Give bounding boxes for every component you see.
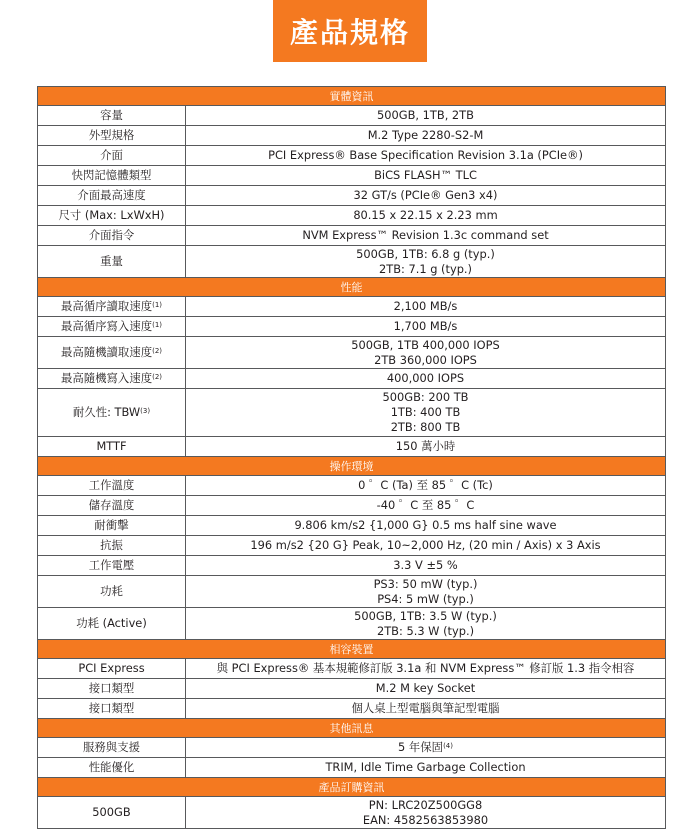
- spec-label: 最高循序寫入速度: [60, 319, 153, 333]
- spec-label: 尺寸 (Max: LxWxH): [58, 208, 165, 222]
- spec-label-cell: [38, 126, 186, 146]
- spec-value-cell: [186, 437, 666, 457]
- spec-label-cell: [38, 297, 186, 317]
- spec-row: [38, 556, 666, 576]
- spec-value-line: 500GB, 1TB: 3.5 W (typ.): [354, 608, 497, 623]
- spec-value-line: 1TB: 400 TB: [390, 405, 461, 419]
- spec-row: [38, 496, 666, 516]
- spec-row: [38, 797, 666, 829]
- spec-row: [38, 699, 666, 719]
- spec-value-line: EAN: 4582563853980: [362, 812, 489, 827]
- section-header: [38, 457, 666, 476]
- spec-value-line: TRIM, Idle Time Garbage Collection: [325, 760, 526, 774]
- spec-value-cell: [186, 476, 666, 496]
- spec-label-cell: [38, 369, 186, 389]
- spec-value-line: 500GB, 1TB, 2TB: [377, 108, 474, 122]
- spec-label-cell: [38, 699, 186, 719]
- spec-value-line: -40 ゜C 至 85 ゜C: [376, 498, 475, 512]
- footnote-marker: (1): [152, 321, 163, 329]
- spec-label-cell: [38, 679, 186, 699]
- spec-value-cell: [186, 389, 666, 437]
- spec-value-line: 3.3 V ±5 %: [393, 558, 458, 572]
- spec-value-line: 個人桌上型電腦與筆記型電腦: [351, 701, 500, 715]
- spec-row: [38, 389, 666, 437]
- spec-value-line: BiCS FLASH™ TLC: [374, 168, 477, 182]
- spec-label: 快閃記憶體類型: [71, 168, 152, 182]
- spec-row: [38, 246, 666, 278]
- spec-value-line: 1,700 MB/s: [393, 319, 458, 333]
- spec-value-line: 196 m/s2 {20 G} Peak, 10~2,000 Hz, (20 min / Axis) x 3 Axis: [250, 538, 601, 552]
- spec-row: [38, 337, 666, 369]
- spec-value-line: 500GB, 1TB 400,000 IOPS: [351, 337, 500, 352]
- spec-value-line: NVM Express™ Revision 1.3c command set: [302, 228, 549, 242]
- spec-row: [38, 206, 666, 226]
- spec-label: 接口類型: [88, 701, 135, 715]
- spec-value-cell: [186, 337, 666, 369]
- spec-row: [38, 146, 666, 166]
- spec-value-cell: [186, 556, 666, 576]
- title-banner: [0, 0, 700, 68]
- spec-label-cell: [38, 106, 186, 126]
- spec-label-cell: [38, 797, 186, 829]
- spec-value-cell: [186, 608, 666, 640]
- spec-value-cell: [186, 659, 666, 679]
- section-header: [38, 640, 666, 659]
- spec-label: 耐久性: TBW: [72, 405, 141, 419]
- spec-value-line: 2TB 360,000 IOPS: [374, 352, 477, 367]
- spec-row: [38, 516, 666, 536]
- spec-row: [38, 659, 666, 679]
- spec-label-cell: [38, 226, 186, 246]
- spec-label-cell: [38, 738, 186, 758]
- spec-row: [38, 297, 666, 317]
- spec-label: 服務與支援: [83, 740, 140, 754]
- spec-label: 耐衝擊: [94, 518, 129, 532]
- spec-label-cell: [38, 496, 186, 516]
- spec-label-cell: [38, 659, 186, 679]
- spec-row: [38, 476, 666, 496]
- spec-row: [38, 186, 666, 206]
- spec-label-cell: [38, 576, 186, 608]
- section-header: [38, 719, 666, 738]
- spec-value-cell: [186, 369, 666, 389]
- spec-value-cell: [186, 166, 666, 186]
- spec-label: 性能優化: [88, 760, 135, 774]
- section-heading: 性能: [38, 278, 666, 297]
- footnote-marker: (2): [152, 347, 163, 355]
- spec-label: 儲存溫度: [88, 498, 135, 512]
- spec-value-line: 2TB: 5.3 W (typ.): [376, 623, 475, 638]
- spec-label: 介面: [100, 148, 123, 162]
- spec-label: 功耗: [100, 584, 123, 598]
- spec-label: 工作電壓: [88, 558, 135, 572]
- spec-value-cell: [186, 536, 666, 556]
- spec-value-line: 與 PCI Express® 基本規範修訂版 3.1a 和 NVM Express™ 修訂版 1.3 指令相容: [216, 661, 635, 675]
- spec-row: [38, 369, 666, 389]
- spec-label-cell: [38, 317, 186, 337]
- spec-value-cell: [186, 126, 666, 146]
- spec-value-cell: [186, 246, 666, 278]
- spec-value-line: 2,100 MB/s: [393, 299, 458, 313]
- spec-label-cell: [38, 758, 186, 778]
- spec-value-line: PCI Express® Base Specification Revision 3.1a (PCIe®): [268, 148, 583, 162]
- spec-label: 500GB: [92, 805, 131, 819]
- spec-label: 介面指令: [88, 228, 135, 242]
- spec-label-cell: [38, 246, 186, 278]
- spec-row: [38, 738, 666, 758]
- spec-label-cell: [38, 556, 186, 576]
- spec-value-line: PN: LRC20Z500GG8: [368, 797, 483, 812]
- section-heading: 實體資訊: [38, 87, 666, 106]
- spec-label: 抗振: [100, 538, 123, 552]
- spec-label-cell: [38, 608, 186, 640]
- spec-table: [37, 86, 666, 829]
- spec-value-line: 500GB: 200 TB: [382, 390, 469, 404]
- spec-row: [38, 106, 666, 126]
- spec-label-cell: [38, 536, 186, 556]
- spec-value-cell: [186, 699, 666, 719]
- page-title: 產品規格: [273, 0, 427, 62]
- spec-label-cell: [38, 437, 186, 457]
- spec-value-line: 2TB: 7.1 g (typ.): [378, 261, 472, 276]
- spec-label: 功耗 (Active): [76, 616, 147, 630]
- spec-value-line: PS3: 50 mW (typ.): [373, 576, 478, 591]
- spec-label-cell: [38, 337, 186, 369]
- spec-value-line-wrap: [186, 740, 665, 755]
- spec-value-line: 0 ゜C (Ta) 至 85 ゜C (Tc): [358, 478, 493, 492]
- spec-row: [38, 166, 666, 186]
- spec-value-cell: [186, 186, 666, 206]
- spec-value-cell: [186, 206, 666, 226]
- spec-value-cell: [186, 226, 666, 246]
- section-heading: 產品訂購資訊: [38, 778, 666, 797]
- spec-label: 最高隨機讀取速度: [60, 345, 153, 359]
- section-heading: 其他訊息: [38, 719, 666, 738]
- footnote-marker: (4): [443, 742, 453, 750]
- spec-label: PCI Express: [78, 661, 145, 675]
- spec-value-line: M.2 M key Socket: [375, 681, 476, 695]
- footnote-marker: (2): [152, 373, 163, 381]
- spec-value-cell: [186, 297, 666, 317]
- spec-value-cell: [186, 576, 666, 608]
- spec-row: [38, 317, 666, 337]
- spec-value-line: 5 年保固: [398, 740, 444, 754]
- section-heading: 操作環境: [38, 457, 666, 476]
- spec-value-line: 500GB, 1TB: 6.8 g (typ.): [356, 246, 495, 261]
- spec-row: [38, 437, 666, 457]
- spec-label: MTTF: [96, 439, 127, 453]
- spec-label: 介面最高速度: [77, 188, 146, 202]
- spec-value-line: PS4: 5 mW (typ.): [377, 591, 474, 606]
- spec-value-line: 32 GT/s (PCIe® Gen3 x4): [353, 188, 498, 202]
- spec-value-cell: [186, 146, 666, 166]
- spec-value-cell: [186, 317, 666, 337]
- spec-table-body: [38, 87, 666, 829]
- spec-label: 最高循序讀取速度: [60, 299, 153, 313]
- spec-label-cell: [38, 516, 186, 536]
- spec-label: 接口類型: [88, 681, 135, 695]
- spec-label: 最高隨機寫入速度: [60, 371, 153, 385]
- spec-value-cell: [186, 758, 666, 778]
- spec-row: [38, 536, 666, 556]
- spec-label-cell: [38, 389, 186, 437]
- spec-row: [38, 226, 666, 246]
- spec-value-line: 80.15 x 22.15 x 2.23 mm: [353, 208, 498, 222]
- spec-value-line: 400,000 IOPS: [386, 371, 465, 385]
- spec-row: [38, 126, 666, 146]
- spec-value-line: 9.806 km/s2 {1,000 G} 0.5 ms half sine wave: [294, 518, 557, 532]
- section-header: [38, 87, 666, 106]
- spec-value-line: 2TB: 800 TB: [390, 420, 461, 434]
- spec-label: 外型規格: [88, 128, 135, 142]
- spec-row: [38, 679, 666, 699]
- spec-label-cell: [38, 476, 186, 496]
- spec-value-cell: [186, 516, 666, 536]
- spec-row: [38, 758, 666, 778]
- section-header: [38, 278, 666, 297]
- spec-value-line: 150 萬小時: [395, 439, 456, 453]
- spec-value-cell: [186, 679, 666, 699]
- spec-label: 容量: [100, 108, 123, 122]
- footnote-marker: (1): [152, 301, 163, 309]
- spec-row: [38, 576, 666, 608]
- spec-value-line: M.2 Type 2280-S2-M: [367, 128, 484, 142]
- section-header: [38, 778, 666, 797]
- footnote-marker: (3): [140, 407, 151, 415]
- section-heading: 相容裝置: [38, 640, 666, 659]
- spec-value-cell: [186, 496, 666, 516]
- spec-label: 重量: [100, 254, 123, 268]
- spec-label: 工作溫度: [88, 478, 135, 492]
- spec-value-cell: [186, 797, 666, 829]
- spec-label-cell: [38, 166, 186, 186]
- spec-label-cell: [38, 146, 186, 166]
- spec-row: [38, 608, 666, 640]
- spec-value-cell: [186, 738, 666, 758]
- spec-value-cell: [186, 106, 666, 126]
- spec-label-cell: [38, 206, 186, 226]
- spec-label-cell: [38, 186, 186, 206]
